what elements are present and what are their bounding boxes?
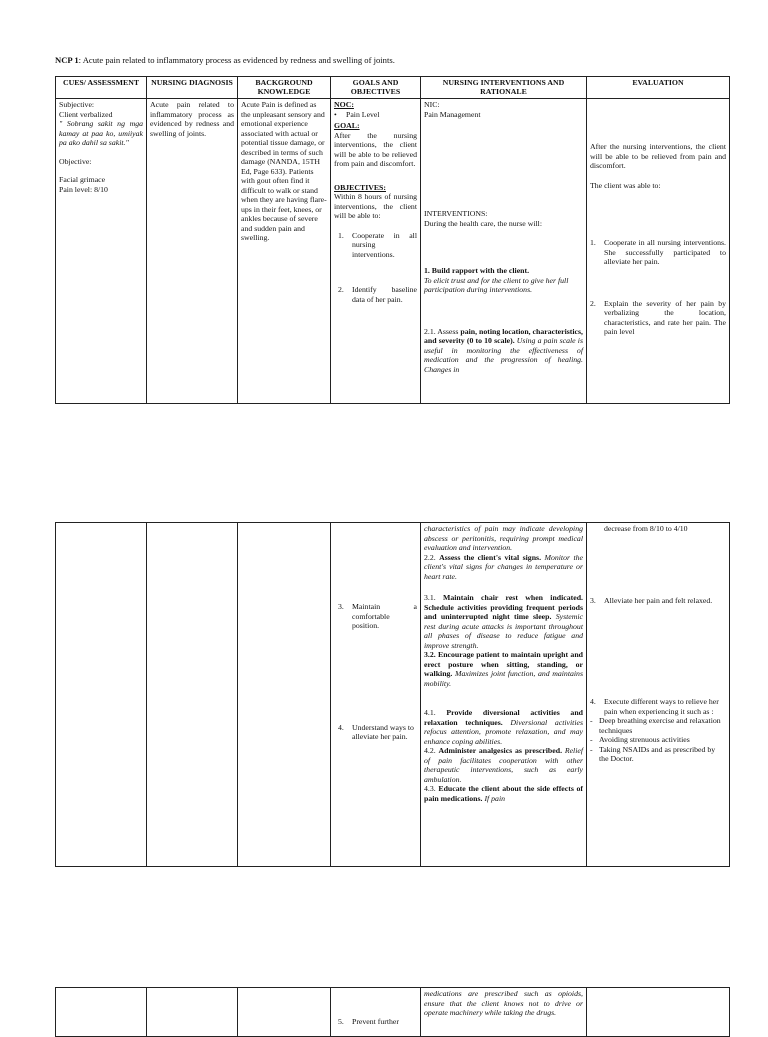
objective-3: 3. Maintain a comfortable position. (338, 602, 417, 630)
interventions-cell (421, 99, 587, 404)
cues-cell (56, 99, 147, 404)
client-quote: " Sobrang sakit ng mga kamay at paa ko, umiiyak pa ako dahil sa sakit." (59, 119, 143, 148)
cues-cell-2 (56, 523, 147, 867)
evaluation-2-continued: decrease from 8/10 to 4/10 (604, 524, 688, 533)
ncp-table-page-3 (55, 987, 730, 1037)
background-cell (238, 99, 331, 404)
evaluation-4-item-2: - Avoiding strenuous activities (590, 735, 690, 744)
objectives-label: OBJECTIVES: (334, 182, 386, 192)
intervention-2-2: 2.2. Assess the client's vital signs. Monitor the client's vital signs for changes in temperature or heart rate. (424, 552, 583, 581)
cues-cell-3 (56, 988, 147, 1037)
evaluation-2: 2. Explain the severity of her pain by verbalizing the location, characteristics, and rate her pain. The pain level (590, 298, 726, 337)
goal-label: GOAL: (334, 121, 360, 131)
col-header-cues: CUES/ ASSESSMENT (56, 77, 147, 99)
objective-1: 1. Cooperate in all nursing interventions. (338, 230, 417, 259)
interventions-label: INTERVENTIONS: (424, 209, 488, 219)
evaluation-3: 3. Alleviate her pain and felt relaxed. (590, 595, 713, 605)
intervention-4-1: 4.1. Provide diversional activities and relaxation techniques. Diversional activities refocus attention, promote relaxation, and may enhance coping abilities. (424, 708, 583, 746)
facial-grimace: Facial grimace (59, 175, 106, 185)
objective-4: 4. Understand ways to alleviate her pain. (338, 722, 414, 741)
diagnosis-text: Acute pain related to inflammatory process as evidenced by redness and swelling of joints. (150, 100, 234, 138)
interventions-cell-3 (421, 988, 587, 1037)
evaluation-able: The client was able to: (590, 180, 661, 190)
diagnosis-cell (147, 99, 238, 404)
noc-item: • Pain Level (334, 109, 380, 119)
goal-text: After the nursing interventions, the client will be able to be relieved from pain and discomfort. (334, 130, 417, 169)
col-header-background: BACKGROUND KNOWLEDGE (238, 77, 331, 99)
col-header-diagnosis: NURSING DIAGNOSIS (147, 77, 238, 99)
client-verbalized: Client verbalized (59, 109, 113, 119)
evaluation-cell-2 (587, 523, 730, 867)
intervention-1-rationale: To elicit trust and for the client to give her full participation during interventions. (424, 275, 569, 295)
goals-cell (331, 99, 421, 404)
interventions-intro: During the health care, the nurse will: (424, 218, 542, 228)
goals-cell-3 (331, 988, 421, 1037)
objective-2: 2. Identify baseline data of her pain. (338, 285, 417, 304)
evaluation-cell (587, 99, 730, 404)
evaluation-4: 4. Execute different ways to relieve her pain when experiencing it such as : (590, 697, 719, 716)
evaluation-1: 1. Cooperate in all nursing interventions. She successfully participated to alleviate her pain. (590, 238, 726, 267)
intervention-1: 1. Build rapport with the client. (424, 266, 530, 276)
objective-5: 5. Prevent further (338, 1017, 399, 1026)
objective-label: Objective: (59, 156, 92, 166)
background-cell-3 (238, 988, 331, 1037)
intervention-4-3-continued: medications are prescribed such as opioids, ensure that the client knows not to drive or operate machinery while taking the drugs. (424, 989, 583, 1017)
intervention-2-1: 2.1. Assess pain, noting location, characteristics, and severity (0 to 10 scale). Using a pain scale is useful in monitoring the effectiveness of medication and the progression of healing. Changes in (424, 326, 583, 374)
evaluation-4-item-3: - Taking NSAIDs and as prescribed by the Doctor. (590, 744, 716, 763)
diagnosis-cell-2 (147, 523, 238, 867)
pain-level: Pain level: 8/10 (59, 184, 108, 194)
ncp-table-page-2 (55, 522, 730, 867)
diagnosis-cell-3 (147, 988, 238, 1037)
objectives-text: Within 8 hours of nursing interventions, the client will be able to: (334, 192, 417, 221)
heading-label: NCP 1 (55, 55, 79, 65)
col-header-interventions: NURSING INTERVENTIONS AND RATIONALE (421, 77, 587, 99)
col-header-evaluation: EVALUATION (587, 77, 730, 99)
evaluation-cell-3 (587, 988, 730, 1037)
intervention-2-1-continued: characteristics of pain may indicate developing abscess or peritonitis, requiring prompt medical evaluation and intervention. (424, 524, 583, 552)
background-text: Acute Pain is defined as the unpleasant sensory and emotional experience associated with actual or potential tissue damage, or described in terms of such damage (NANDA, 15TH Ed, Page 633). Patients with gout often find it difficult to walk or stand when they are having flare-ups in their feet, knees, or ankles because of severe and sudden pain and swelling. (241, 100, 327, 243)
intervention-4-3: 4.3. Educate the client about the side effects of pain medications. If pain (424, 784, 584, 803)
goals-cell-2 (331, 523, 421, 867)
background-cell-2 (238, 523, 331, 867)
interventions-cell-2 (421, 523, 587, 867)
col-header-goals: GOALS AND OBJECTIVES (331, 77, 421, 99)
ncp-table-page-1 (55, 76, 730, 404)
page-heading (55, 55, 395, 65)
nic-label: NIC: (424, 100, 440, 110)
subjective-label: Subjective: (59, 100, 95, 110)
heading-text: : Acute pain related to inflammatory process as evidenced by redness and swelling of joints. (78, 55, 395, 65)
evaluation-intro: After the nursing interventions, the client will be able to be relieved from pain and discomfort. (590, 142, 726, 171)
intervention-3-1: 3.1. Maintain chair rest when indicated. Schedule activities providing frequent periods and uninterrupted night time sleep. Systemic rest during acute attacks is important throughout all phases of disease to reduce fatigue and improve strength. (424, 593, 583, 650)
evaluation-4-item-1: - Deep breathing exercise and relaxation techniques (590, 716, 721, 735)
noc-label: NOC: (334, 100, 354, 110)
intervention-4-2: 4.2. Administer analgesics as prescribed. Relief of pain facilitates cooperation with other therapeutic interventions, such as early ambulation. (424, 746, 584, 784)
intervention-3-2: 3.2. Encourage patient to maintain upright and erect posture when sitting, standing, or walking. Maximizes joint function, and maintains mobility. (424, 650, 583, 688)
nic-item: Pain Management (424, 109, 481, 119)
